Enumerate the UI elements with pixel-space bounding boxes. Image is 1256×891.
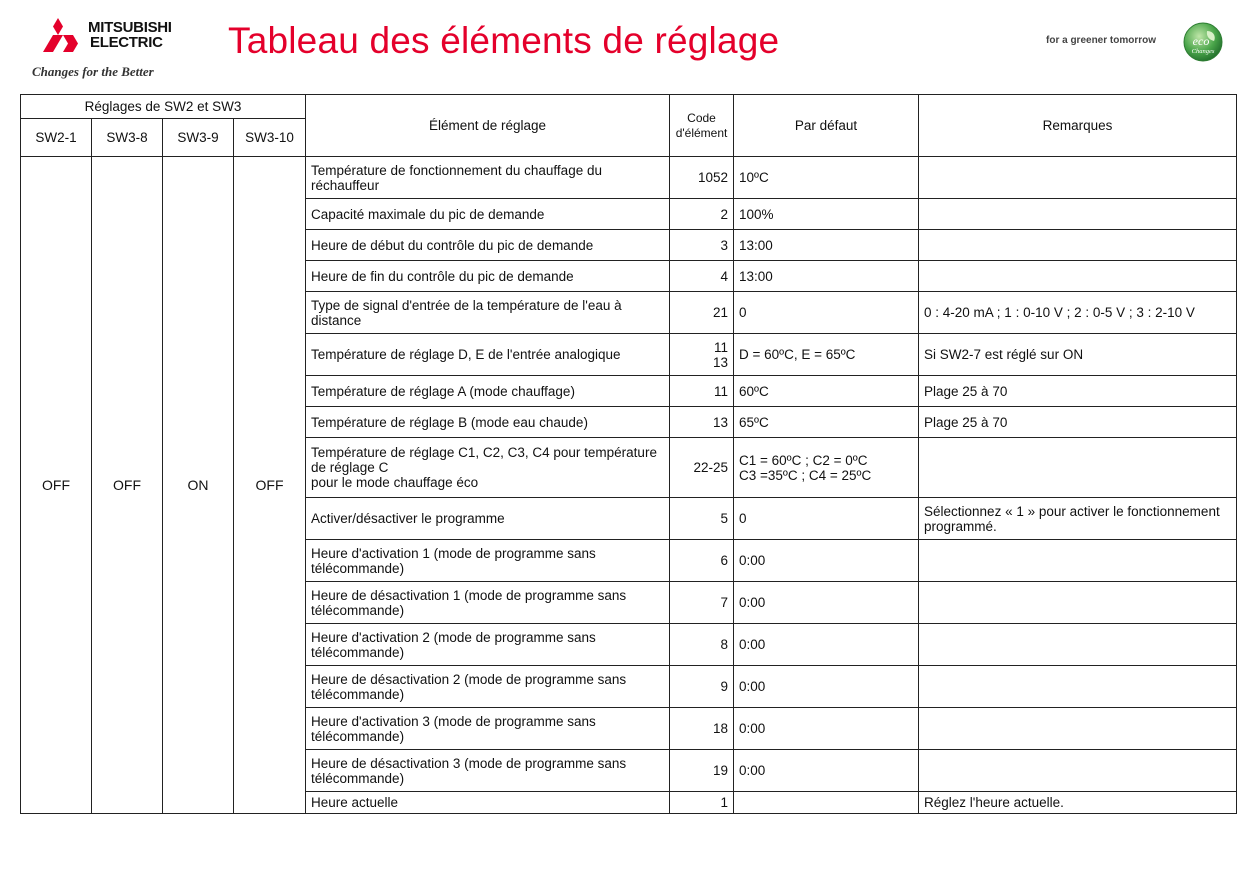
default-value: 0: [734, 292, 919, 334]
setting-element: Heure actuelle: [306, 792, 670, 814]
code-header-line1: Code: [687, 110, 716, 125]
default-value: 0:00: [734, 666, 919, 708]
setting-element: Heure de désactivation 3 (mode de programme sans télécommande): [306, 750, 670, 792]
eco-tagline: for a greener tomorrow: [1046, 35, 1157, 46]
eco-changes-badge-icon: [1183, 22, 1223, 62]
table-row: [21, 157, 1237, 199]
remark-text: [919, 540, 1237, 582]
element-code: 6: [670, 540, 734, 582]
switch-value: ON: [163, 157, 234, 814]
default-value: 13:00: [734, 261, 919, 292]
remark-text: [919, 624, 1237, 666]
remark-text: Réglez l'heure actuelle.: [919, 792, 1237, 814]
setting-element: Capacité maximale du pic de demande: [306, 199, 670, 230]
eco-badge-label: eco: [1192, 34, 1210, 48]
remark-text: Si SW2-7 est réglé sur ON: [919, 334, 1237, 376]
three-diamonds-logo-icon: [32, 18, 84, 52]
element-code: 3: [670, 230, 734, 261]
remarks-header: Remarques: [919, 95, 1237, 157]
setting-element: Heure d'activation 1 (mode de programme sans télécommande): [306, 540, 670, 582]
element-code: 1: [670, 792, 734, 814]
element-code: 2: [670, 199, 734, 230]
element-code: 21: [670, 292, 734, 334]
remark-text: [919, 157, 1237, 199]
setting-element: Heure de désactivation 1 (mode de programme sans télécommande): [306, 582, 670, 624]
remark-text: [919, 582, 1237, 624]
remark-text: Plage 25 à 70: [919, 407, 1237, 438]
switch-value: OFF: [234, 157, 306, 814]
code-header-line2: d'élément: [675, 125, 728, 140]
sw-header: SW3-9: [163, 119, 234, 157]
setting-element: Température de fonctionnement du chauffage du réchauffeur: [306, 157, 670, 199]
brand-name-line2: ELECTRIC: [90, 34, 163, 51]
settings-table-body: [21, 157, 1237, 814]
switch-value: OFF: [21, 157, 92, 814]
default-value: [734, 792, 919, 814]
default-value: 0: [734, 498, 919, 540]
element-code: 19: [670, 750, 734, 792]
default-value: 0:00: [734, 624, 919, 666]
setting-element: Heure de désactivation 2 (mode de programme sans télécommande): [306, 666, 670, 708]
default-value: 10ºC: [734, 157, 919, 199]
switch-value: OFF: [92, 157, 163, 814]
page-header: [0, 0, 1256, 88]
element-code: 18: [670, 708, 734, 750]
remark-text: 0 : 4-20 mA ; 1 : 0-10 V ; 2 : 0-5 V ; 3 : 2-10 V: [919, 292, 1237, 334]
brand-name-line1: MITSUBISHI: [88, 19, 172, 36]
brand-tagline: Changes for the Better: [32, 64, 154, 79]
setting-element: Température de réglage A (mode chauffage): [306, 376, 670, 407]
setting-element: Température de réglage D, E de l'entrée analogique: [306, 334, 670, 376]
mitsubishi-logo: [32, 14, 232, 80]
element-code: 5: [670, 498, 734, 540]
element-code: 8: [670, 624, 734, 666]
element-code: 7: [670, 582, 734, 624]
default-value: D = 60ºC, E = 65ºC: [734, 334, 919, 376]
default-value: 65ºC: [734, 407, 919, 438]
default-value: C1 = 60ºC ; C2 = 0ºC C3 =35ºC ; C4 = 25ºC: [734, 438, 919, 498]
remark-text: Plage 25 à 70: [919, 376, 1237, 407]
remark-text: [919, 230, 1237, 261]
remark-text: [919, 708, 1237, 750]
element-header: Élément de réglage: [306, 95, 670, 157]
remark-text: [919, 750, 1237, 792]
element-code: 22-25: [670, 438, 734, 498]
default-header: Par défaut: [734, 95, 919, 157]
sw-group-header: Réglages de SW2 et SW3: [21, 95, 306, 119]
setting-element: Heure de fin du contrôle du pic de demande: [306, 261, 670, 292]
element-code: 9: [670, 666, 734, 708]
default-value: 0:00: [734, 540, 919, 582]
element-code: 11 13: [670, 334, 734, 376]
default-value: 0:00: [734, 750, 919, 792]
sw-header: SW3-8: [92, 119, 163, 157]
remark-text: Sélectionnez « 1 » pour activer le fonctionnement programmé.: [919, 498, 1237, 540]
page-title: Tableau des éléments de réglage: [228, 20, 780, 61]
default-value: 13:00: [734, 230, 919, 261]
setting-element: Type de signal d'entrée de la température de l'eau à distance: [306, 292, 670, 334]
setting-element: Heure d'activation 3 (mode de programme sans télécommande): [306, 708, 670, 750]
eco-badge-sublabel: Changes: [1191, 48, 1215, 55]
remark-text: [919, 261, 1237, 292]
element-code: 1052: [670, 157, 734, 199]
default-value: 0:00: [734, 582, 919, 624]
remark-text: [919, 199, 1237, 230]
sw-header: SW2-1: [21, 119, 92, 157]
setting-element: Heure d'activation 2 (mode de programme sans télécommande): [306, 624, 670, 666]
default-value: 100%: [734, 199, 919, 230]
default-value: 0:00: [734, 708, 919, 750]
element-code: 13: [670, 407, 734, 438]
setting-element: Heure de début du contrôle du pic de demande: [306, 230, 670, 261]
setting-element: Activer/désactiver le programme: [306, 498, 670, 540]
settings-table: [20, 94, 1237, 814]
remark-text: [919, 438, 1237, 498]
remark-text: [919, 666, 1237, 708]
element-code: 11: [670, 376, 734, 407]
code-header: [670, 95, 734, 157]
setting-element: Température de réglage C1, C2, C3, C4 pour température de réglage C pour le mode chauffage éco: [306, 438, 670, 498]
setting-element: Température de réglage B (mode eau chaude): [306, 407, 670, 438]
default-value: 60ºC: [734, 376, 919, 407]
element-code: 4: [670, 261, 734, 292]
sw-header: SW3-10: [234, 119, 306, 157]
